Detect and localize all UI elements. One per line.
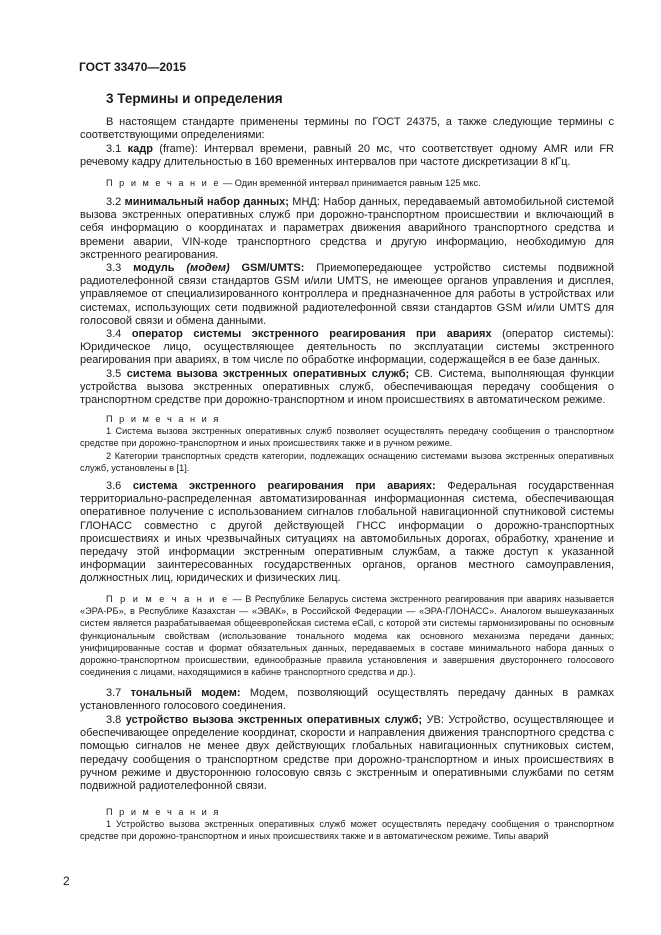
section-title: 3 Термины и определения	[106, 91, 283, 106]
note-3-6: П р и м е ч а н и е — В Республике Беларусь система экстренного реагирования при авариях называется «ЭРА-РБ», в Республике Казахстан — «ЭВАК», в Российской Федерации — «ЭРА-ГЛОНАСС». Аналогом вышеуказанных систем является разрабатываемая общеевропейская система eCall, с которой эти системы гармонизированы по основным функциональным свойствам (использование тонального модема как основного механизма передачи данных; унифицированные состав и формат обязательных данных, передаваемых в составе минимального набора данных о дорожно-транспортном происшествии, единообразные правила установления и завершения двустороннего голосового соединения с лицами, находящимися в кабине транспортного средства и др.).	[80, 594, 614, 678]
term-3-4: 3.4 оператор системы экстренного реагирования при авариях (оператор системы): Юридическое лицо, осуществляющее деятельность по эксплуатации системы экстренного реагирования при авариях, в том числе по обработке информации, содержащейся в ее базе данных.	[80, 328, 614, 367]
note-3-1: П р и м е ч а н и е — Один временнóй интервал принимается равным 125 мкс.	[106, 178, 481, 188]
term-3-3: 3.3 модуль (модем) GSM/UMTS: Приемопередающее устройство системы подвижной радиотелефонной связи стандартов GSM и/или UMTS, не имеющее органов управления и дисплея, управляемое от специализированного контроллера и предназначенное для работы в устройствах или системах, использующих сети подвижной радиотелефонной связи стандартов GSM и/или UMTS для голосовой связи и обмена данными.	[80, 262, 614, 327]
notes-3-5-label: П р и м е ч а н и я	[106, 414, 221, 424]
notes-3-5-item-1: 1 Система вызова экстренных оперативных служб позволяет осуществлять передачу сообщения о транспортном средстве при дорожно-транспортном и иных происшествиях также и в ручном режиме.	[80, 426, 614, 449]
term-3-6: 3.6 система экстренного реагирования при авариях: Федеральная государственная территориально-распределенная автоматизированная информационная система, обеспечивающая оперативное получение с использованием сигналов глобальной навигационной спутниковой системы ГЛОНАСС совместно с другой действующей ГНСС информации о дорожно-транспортных происшествиях и иных чрезвычайных ситуациях на автомобильных дорогах, обработку, хранение и передачу этой информации экстренным оперативным службам, а также доступ к указанной информации заинтересованных государственных органов, органов местного самоуправления, должностных лиц, юридических и физических лиц.	[80, 480, 614, 585]
notes-3-5-item-2: 2 Категории транспортных средств категории, подлежащих оснащению системами вызова экстренных оперативных служб, установлены в [1].	[80, 451, 614, 474]
document-header: ГОСТ 33470—2015	[79, 60, 187, 74]
intro-paragraph: В настоящем стандарте применены термины по ГОСТ 24375, а также следующие термины с соответствующими определениями:	[80, 116, 614, 142]
term-3-2: 3.2 минимальный набор данных; МНД: Набор данных, передаваемый автомобильной системой вызова экстренных оперативных служб при дорожно-транспортном происшествии и включающий в себя информацию о координатах и параметрах движения аварийного транспортного средства и времени аварии, VIN-коде транспортного средства и другую информацию, необходимую для экстренного реагирования.	[80, 196, 614, 261]
notes-3-8-item-1: 1 Устройство вызова экстренных оперативных служб может осуществлять передачу сообщения о транспортном средстве при дорожно-транспортном и иных происшествиях также и в автоматическом режиме. Типы аварий	[80, 819, 614, 842]
term-3-7: 3.7 тональный модем: Модем, позволяющий осуществлять передачу данных в рамках установленного голосового соединения.	[80, 687, 614, 713]
notes-3-8-label: П р и м е ч а н и я	[106, 807, 221, 817]
term-3-8: 3.8 устройство вызова экстренных оперативных служб; УВ: Устройство, осуществляющее и обеспечивающее определение координат, скорости и направления движения транспортного средства с помощью сигналов не менее двух действующих глобальных навигационных спутниковых систем, передачу сообщения о транспортном средстве при дорожно-транспортном и иных происшествиях в ручном режиме и двустороннюю голосовую связь с экстренным и оперативными службами по сетям подвижной радиотелефонной связи.	[80, 714, 614, 793]
term-3-5: 3.5 система вызова экстренных оперативных служб; СВ. Система, выполняющая функции устройства вызова экстренных оперативных служб, обеспечивающая передачу сообщения о транспортном средстве при дорожно-транспортном и ином происшествиях в автоматическом режиме.	[80, 368, 614, 407]
term-3-1: 3.1 кадр (frame): Интервал времени, равный 20 мс, что соответствует одному AMR или FR речевому кадру длительностью в 160 временных интервалов при частоте дискретизации 8 кГц.	[80, 143, 614, 169]
page-number: 2	[63, 874, 70, 888]
